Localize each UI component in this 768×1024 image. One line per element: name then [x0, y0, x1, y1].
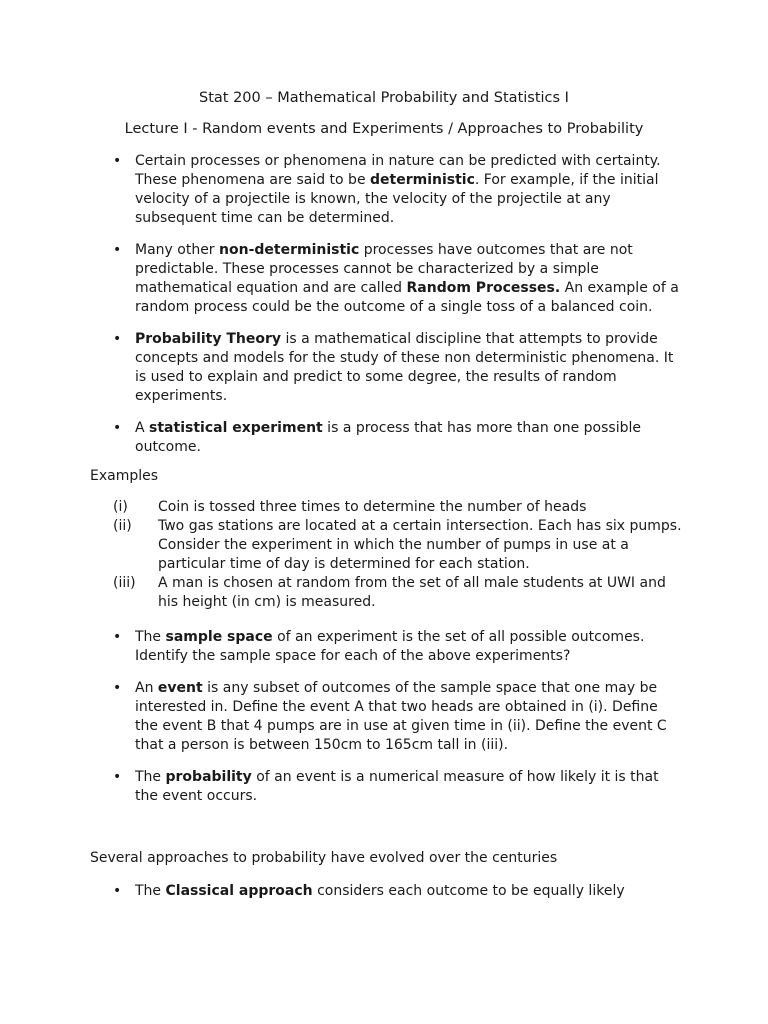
- list-item: [113, 517, 683, 574]
- intro-bullet-list: [113, 152, 683, 457]
- bullet-text: A: [135, 420, 150, 436]
- bullet-text: is a mathematical discipline that attempts to provide concepts and models for the study of these non deterministic phenomena. It is used to explain and predict to some degree, the results of random experiments.: [135, 331, 674, 404]
- bullet-text: considers each outcome to be equally likely: [312, 883, 625, 899]
- bullet-bold-term: Classical approach: [165, 883, 313, 899]
- bullet-icon: •: [113, 420, 122, 436]
- list-item: [113, 419, 683, 457]
- example-number: (iii): [113, 575, 136, 591]
- bullet-icon: •: [113, 331, 122, 347]
- bullet-bold-term: non-deterministic: [219, 242, 360, 258]
- example-text: A man is chosen at random from the set of all male students at UWI and his height (in cm) is measured.: [158, 575, 666, 610]
- bullet-icon: •: [113, 153, 122, 169]
- bullet-text: Certain processes or phenomena in nature can be predicted with certainty. These phenomena are said to be: [135, 153, 661, 188]
- list-item: [113, 679, 683, 755]
- bullet-bold-term: statistical experiment: [149, 420, 323, 436]
- bullet-text: is a process that has more than one possible outcome.: [135, 420, 641, 455]
- bullet-text: processes have outcomes that are not predictable. These processes cannot be characterized by a simple mathematical equation and are called: [135, 242, 633, 296]
- bullet-text: An example of a random process could be the outcome of a single toss of a balanced coin.: [135, 280, 679, 315]
- bullet-text: Many other: [135, 242, 220, 258]
- document-title: Stat 200 – Mathematical Probability and Statistics I: [199, 90, 569, 106]
- list-item: [113, 330, 683, 406]
- bullet-text: The: [135, 769, 166, 785]
- bullet-bold-term: event: [157, 680, 203, 696]
- list-item: [113, 882, 683, 901]
- bullet-icon: •: [113, 629, 122, 645]
- list-item: [113, 241, 683, 317]
- bullet-text: The: [135, 629, 166, 645]
- bullet-bold-term: sample space: [165, 629, 273, 645]
- bullet-icon: •: [113, 680, 122, 696]
- bullet-text: An: [135, 680, 158, 696]
- bullet-text: of an experiment is the set of all possible outcomes. Identify the sample space for each of the above experiments?: [135, 629, 645, 664]
- bullet-bold-term: probability: [165, 769, 252, 785]
- bullet-icon: •: [113, 242, 122, 258]
- example-text: Two gas stations are located at a certain intersection. Each has six pumps. Consider the experiment in which the number of pumps in use at a particular time of day is determined for each station.: [158, 518, 682, 572]
- bullet-icon: •: [113, 769, 122, 785]
- bullet-text: . For example, if the initial velocity of a projectile is known, the velocity of the projectile at any subsequent time can be determined.: [135, 172, 659, 226]
- bullet-text: The: [135, 883, 166, 899]
- bullet-bold-term: deterministic: [370, 172, 475, 188]
- list-item: [113, 152, 683, 228]
- example-number: (ii): [113, 518, 132, 534]
- bullet-text: of an event is a numerical measure of how likely it is that the event occurs.: [135, 769, 659, 804]
- bullet-text: is any subset of outcomes of the sample space that one may be interested in. Define the event A that two heads are obtained in (i). Define the event B that 4 pumps are in use at given time in (ii). Define the event C that a person is between 150cm to 165cm tall in (iii).: [135, 680, 667, 753]
- approaches-bullet-list: [113, 882, 683, 901]
- concepts-bullet-list: [113, 628, 683, 806]
- example-text: Coin is tossed three times to determine the number of heads: [158, 499, 587, 515]
- document-subtitle: Lecture I - Random events and Experiments / Approaches to Probability: [124, 121, 644, 137]
- approaches-intro: Several approaches to probability have evolved over the centuries: [90, 850, 558, 866]
- list-item: [113, 574, 683, 612]
- list-item: [113, 498, 683, 517]
- bullet-bold-term: Probability Theory: [135, 331, 282, 347]
- examples-heading: Examples: [90, 468, 159, 484]
- examples-list: [113, 498, 683, 612]
- bullet-bold-term: Random Processes.: [406, 280, 561, 296]
- list-item: [113, 628, 683, 666]
- list-item: [113, 768, 683, 806]
- bullet-icon: •: [113, 883, 122, 899]
- example-number: (i): [113, 499, 128, 515]
